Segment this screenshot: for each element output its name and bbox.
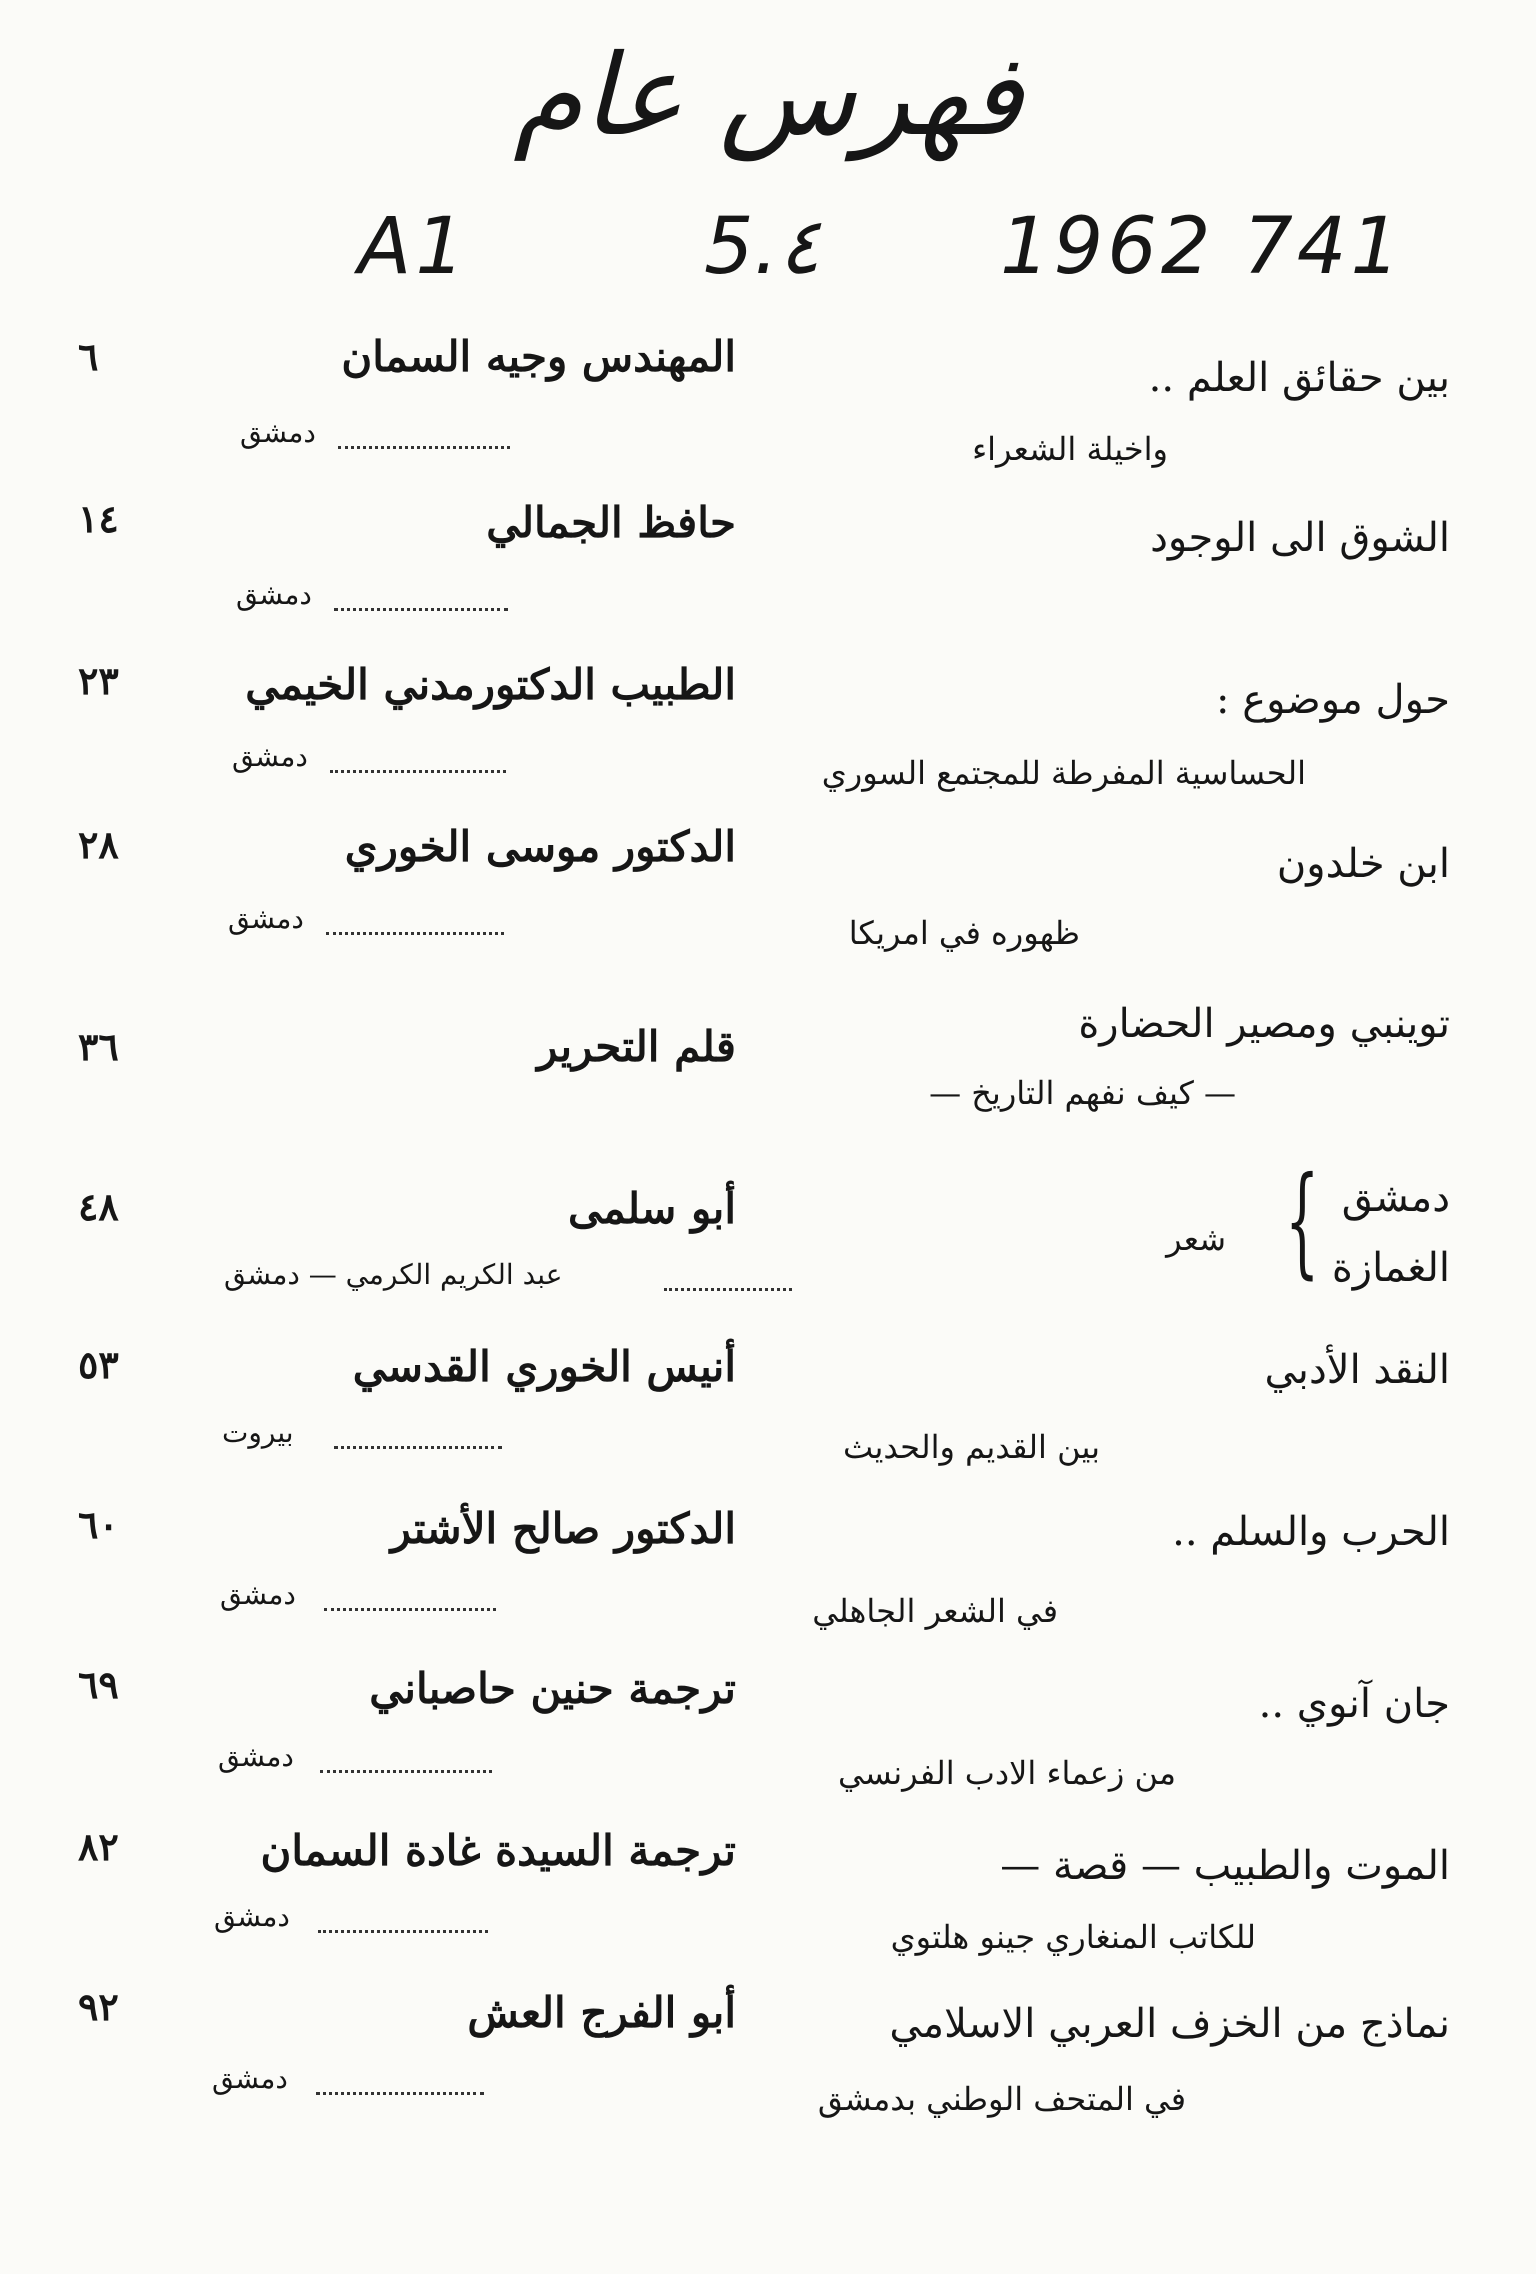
entry-author: ترجمة السيدة غادة السمان (260, 1826, 736, 1875)
dot-leader (324, 1608, 496, 1611)
entry-topic: بين حقائق العلم .. (1148, 355, 1450, 401)
dot-leader (334, 1446, 502, 1449)
entry-page-number: ٦ (78, 334, 99, 379)
entry-city: دمشق (228, 902, 304, 935)
entry-city: دمشق (214, 1900, 290, 1933)
entry-author: الطبيب الدكتورمدني الخيمي (245, 660, 736, 709)
entry-page-number: ٥٣ (78, 1342, 119, 1387)
entry-topic-second: الغمازة (1331, 1245, 1450, 1291)
entry-city: دمشق (236, 578, 312, 611)
entry-topic: النقد الأدبي (1264, 1347, 1450, 1393)
dot-leader (338, 446, 510, 449)
entry-subtitle: للكاتب المنغاري جينو هلتوي (890, 1918, 1256, 1956)
entry-subtitle: بين القديم والحديث (843, 1428, 1100, 1466)
entry-page-number: ٢٨ (78, 822, 119, 867)
entry-topic: دمشق (1341, 1175, 1450, 1221)
entry-subtitle: واخيلة الشعراء (972, 430, 1168, 468)
entry-side-label: شعر (1166, 1220, 1226, 1258)
entry-topic: توينبي ومصير الحضارة (1078, 1001, 1450, 1047)
entry-author: الدكتور صالح الأشتر (390, 1504, 736, 1553)
entry-page-number: ٩٢ (78, 1984, 119, 2029)
entry-subtitle: في المتحف الوطني بدمشق (817, 2080, 1186, 2118)
entry-author: أنيس الخوري القدسي (352, 1342, 736, 1391)
entry-topic: الموت والطبيب — قصة — (1000, 1843, 1450, 1889)
entry-page-number: ٦٩ (78, 1662, 119, 1707)
entry-subtitle: ظهوره في امريكا (848, 914, 1080, 952)
entry-author: الدكتور موسى الخوري (344, 822, 736, 871)
entry-author: حافظ الجمالي (486, 498, 736, 547)
dot-leader (664, 1288, 792, 1291)
entry-page-number: ٢٣ (78, 658, 119, 703)
entry-page-number: ٦٠ (78, 1502, 119, 1547)
entry-topic: ابن خلدون (1276, 841, 1450, 887)
entry-topic: نماذج من الخزف العربي الاسلامي (889, 2001, 1450, 2047)
page-title: فهرس عام (513, 31, 1023, 161)
entry-subtitle: الحساسية المفرطة للمجتمع السوري (821, 754, 1306, 792)
handwritten-code-right: 1962 741 (1000, 202, 1405, 292)
entry-author: أبو سلمى (567, 1184, 736, 1233)
entry-topic: جان آنوي .. (1258, 1681, 1450, 1727)
dot-leader (320, 1770, 492, 1773)
dot-leader (326, 932, 504, 935)
entry-city: دمشق (240, 416, 316, 449)
dot-leader (318, 1930, 488, 1933)
entry-page-number: ٤٨ (78, 1184, 119, 1229)
handwritten-code-middle: 5.٤ (704, 202, 821, 292)
entry-topic: الشوق الى الوجود (1150, 515, 1450, 561)
entry-subtitle: من زعماء الادب الفرنسي (838, 1754, 1176, 1792)
entry-subtitle: — كيف نفهم التاريخ — (929, 1074, 1236, 1112)
dot-leader (330, 770, 506, 773)
handwritten-code-left: A1 (358, 202, 469, 292)
entry-author: أبو الفرج العش (467, 1988, 736, 2037)
dot-leader (334, 608, 508, 611)
entry-topic: الحرب والسلم .. (1172, 1509, 1450, 1555)
dot-leader (316, 2092, 484, 2095)
entry-page-number: ٨٢ (78, 1824, 119, 1869)
entry-author: قلم التحرير (537, 1022, 736, 1071)
entry-author: المهندس وجيه السمان (341, 332, 736, 381)
entry-topic: حول موضوع : (1216, 677, 1450, 723)
entry-city: عبد الكريم الكرمي — دمشق (224, 1258, 563, 1291)
entry-city: دمشق (232, 740, 308, 773)
entry-author: ترجمة حنين حاصباني (369, 1664, 736, 1713)
entry-city: دمشق (212, 2062, 288, 2095)
entry-subtitle: في الشعر الجاهلي (812, 1592, 1058, 1630)
brace-symbol: { (1284, 1152, 1320, 1291)
entry-city: بيروت (222, 1416, 294, 1449)
entry-city: دمشق (218, 1740, 294, 1773)
entry-page-number: ١٤ (78, 496, 119, 541)
entry-city: دمشق (220, 1578, 296, 1611)
entry-page-number: ٣٦ (78, 1024, 119, 1069)
